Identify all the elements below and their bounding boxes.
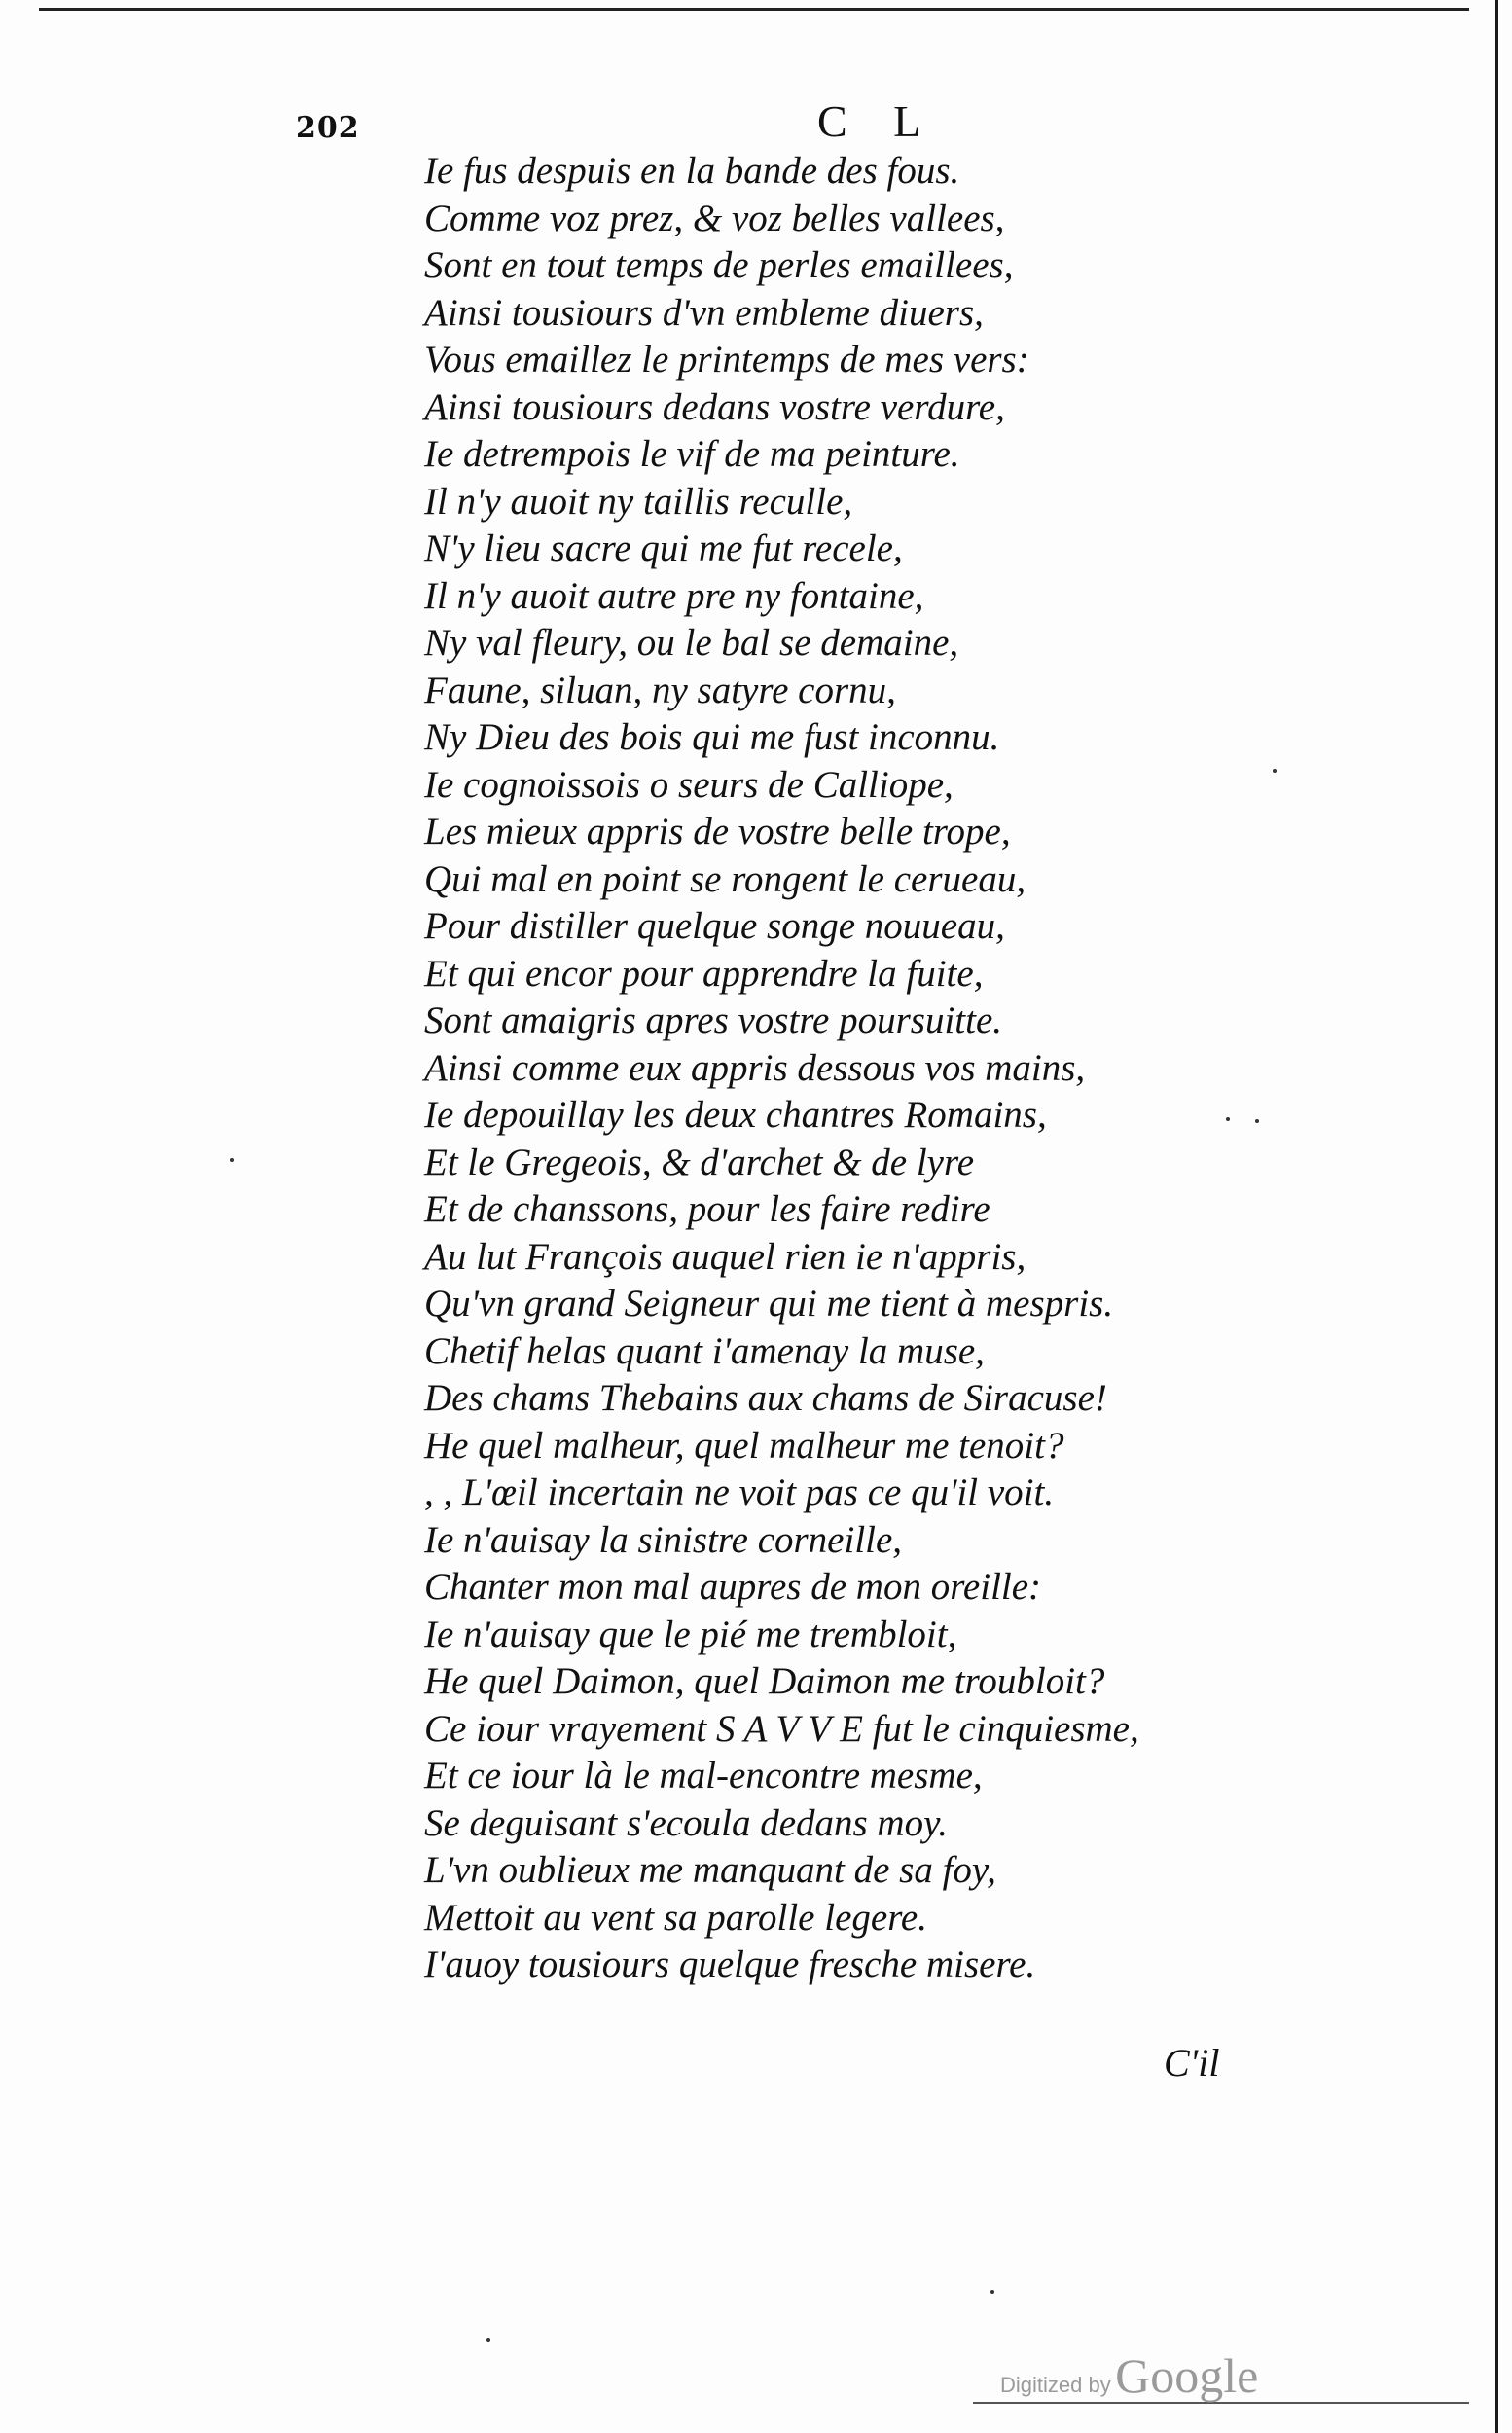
page-right-edge	[1495, 0, 1498, 2433]
verse-line: Qu'vn grand Seigneur qui me tient à mespris.	[424, 1283, 1114, 1325]
running-head: C L	[817, 96, 939, 146]
verse-line: Ce iour vrayement S A V V E fut le cinquiesme,	[424, 1707, 1139, 1750]
verse-line: Sont en tout temps de perles emaillees,	[424, 244, 1014, 286]
digitized-watermark	[1000, 2347, 1258, 2404]
verse-line: Ie depouillay les deux chantres Romains,	[424, 1094, 1047, 1136]
verse-line: Ie n'auisay la sinistre corneille,	[424, 1518, 903, 1561]
ink-speck	[486, 2338, 490, 2342]
ink-speck	[230, 1158, 234, 1162]
top-edge-rule	[39, 8, 1469, 11]
verse-line: Et qui encor pour apprendre la fuite,	[424, 952, 984, 995]
verse-line: Ie fus despuis en la bande des fous.	[424, 150, 960, 192]
watermark-brand: Google	[1115, 2348, 1259, 2403]
catchword: C'il	[1164, 2041, 1220, 2085]
verse-line: Il n'y auoit ny taillis reculle,	[424, 480, 853, 523]
verse-line: Et le Gregeois, & d'archet & de lyre	[424, 1141, 975, 1183]
verse-line: N'y lieu sacre qui me fut recele,	[424, 527, 903, 569]
page-number: 202	[296, 111, 360, 145]
verse-line: Au lut François auquel rien ie n'appris,	[424, 1235, 1026, 1278]
verse-line: Sont amaigris apres vostre poursuitte.	[424, 999, 1003, 1041]
verse-block	[424, 148, 1280, 1989]
verse-line: Chanter mon mal aupres de mon oreille:	[424, 1566, 1042, 1608]
verse-line: I'auoy tousiours quelque fresche misere.	[424, 1943, 1036, 1985]
verse-line: Se deguisant s'ecoula dedans moy.	[424, 1801, 949, 1844]
ink-speck	[1226, 1117, 1230, 1121]
ink-speck	[990, 2290, 994, 2294]
verse-line: Faune, siluan, ny satyre cornu,	[424, 669, 896, 711]
verse-line: Et ce iour là le mal-encontre mesme,	[424, 1755, 983, 1797]
verse-line: Chetif helas quant i'amenay la muse,	[424, 1329, 985, 1372]
verse-line: Qui mal en point se rongent le cerueau,	[424, 857, 1026, 900]
verse-line: Ny val fleury, ou le bal se demaine,	[424, 622, 959, 664]
verse-line: Des chams Thebains aux chams de Siracuse!	[424, 1377, 1107, 1419]
verse-line: L'vn oublieux me manquant de sa foy,	[424, 1849, 996, 1891]
verse-line: Les mieux appris de vostre belle trope,	[424, 811, 1011, 853]
watermark-prefix: Digitized by	[1000, 2373, 1111, 2397]
verse-line: Ie n'auisay que le pié me trembloit,	[424, 1613, 957, 1655]
verse-line: Il n'y auoit autre pre ny fontaine,	[424, 574, 924, 617]
ink-speck	[1255, 1119, 1259, 1123]
verse-line: Mettoit au vent sa parolle legere.	[424, 1896, 927, 1939]
verse-line: Ainsi tousiours dedans vostre verdure,	[424, 385, 1005, 428]
verse-line: Et de chanssons, pour les faire redire	[424, 1188, 990, 1230]
verse-line: Ie cognoissois o seurs de Calliope,	[424, 763, 954, 806]
verse-line: Comme voz prez, & voz belles vallees,	[424, 197, 1005, 239]
verse-line: He quel malheur, quel malheur me tenoit?	[424, 1424, 1064, 1467]
verse-line: Ainsi tousiours d'vn embleme diuers,	[424, 291, 984, 334]
ink-speck	[1273, 769, 1277, 773]
verse-line: Vous emaillez le printemps de mes vers:	[424, 339, 1029, 381]
verse-line: Pour distiller quelque songe nouueau,	[424, 905, 1005, 947]
verse-line: Ie detrempois le vif de ma peinture.	[424, 433, 960, 475]
verse-line: Ny Dieu des bois qui me fust inconnu.	[424, 716, 1000, 758]
verse-line: , , L'œil incertain ne voit pas ce qu'il voit.	[424, 1471, 1055, 1513]
verse-line: He quel Daimon, quel Daimon me troubloit?	[424, 1660, 1105, 1702]
verse-line: Ainsi comme eux appris dessous vos mains,	[424, 1046, 1086, 1089]
